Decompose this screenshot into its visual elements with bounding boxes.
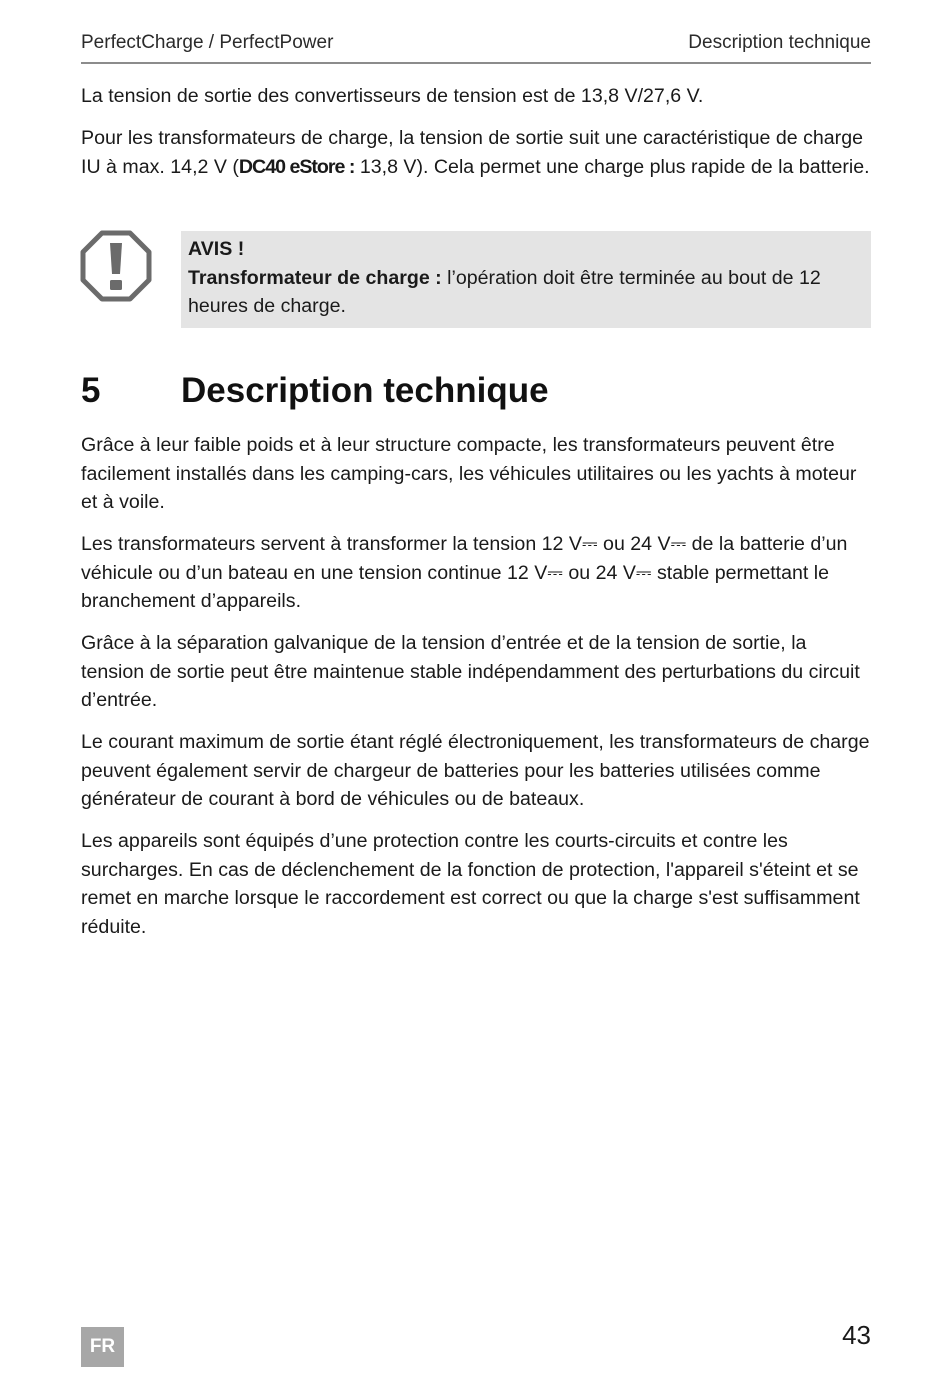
body-paragraph-4: Le courant maximum de sortie étant réglé électroniquement, les transformateurs de charge peuvent également servir de chargeur de batteries pour les batteries utilisées comme générateur de courant à bord de véhicules ou de bateaux. xyxy=(81,731,870,810)
body-paragraph-2: Les transformateurs servent à transformer la tension 12 V⎓ ou 24 V⎓ de la batterie d’un véhicule ou d’un bateau en une tension continue 12 V⎓ ou 24 V⎓ stable permettant le branchement d’appareils. xyxy=(81,533,848,612)
intro-p2-end: 13,8 V). Cela permet une charge plus rapide de la batterie. xyxy=(354,155,870,178)
intro-paragraph-1: La tension de sortie des convertisseurs de tension est de 13,8 V/27,6 V. xyxy=(81,85,704,107)
language-badge: FR xyxy=(81,1327,124,1367)
notice-message: l’opération doit être terminée au bout de 12 heures de charge. xyxy=(188,266,821,317)
header-product-name: PerfectCharge / PerfectPower xyxy=(81,32,334,53)
warning-exclamation-octagon-icon xyxy=(80,230,152,302)
notice-title: AVIS ! xyxy=(188,238,245,260)
notice-text xyxy=(188,264,863,321)
intro-p2-model: DC40 eStore : xyxy=(238,155,355,178)
section-number: 5 xyxy=(81,371,101,410)
body-paragraph-5: Les appareils sont équipés d’une protection contre les courts-circuits et contre les surcharges. En cas de déclenchement de la fonction de protection, l'appareil s'éteint et se remet en marche lorsque le raccordement est correct ou que la charge s'est suffisamment réduite. xyxy=(81,830,860,938)
body-paragraph-1: Grâce à leur faible poids et à leur structure compacte, les transformateurs peuvent être facilement installés dans les camping-cars, les véhicules utilitaires ou les yachts à moteur et à voile. xyxy=(81,434,857,513)
page-number: 43 xyxy=(842,1320,871,1350)
page-header xyxy=(81,32,871,64)
notice-box xyxy=(181,231,871,328)
body-paragraph-3: Grâce à la séparation galvanique de la tension d’entrée et de la tension de sortie, la tension de sortie peut être maintenue stable indépendamment des perturbations du circuit d’entrée. xyxy=(81,632,860,711)
header-section-name: Description technique xyxy=(688,32,871,53)
intro-paragraph-2 xyxy=(81,124,871,181)
section-title: Description technique xyxy=(181,371,549,410)
intro-p2-start: Pour les transformateurs de charge, la tension de sortie suit une caractéristique de charge IU à max. 14,2 V ( xyxy=(81,127,863,178)
notice-label: Transformateur de charge : xyxy=(188,266,442,289)
